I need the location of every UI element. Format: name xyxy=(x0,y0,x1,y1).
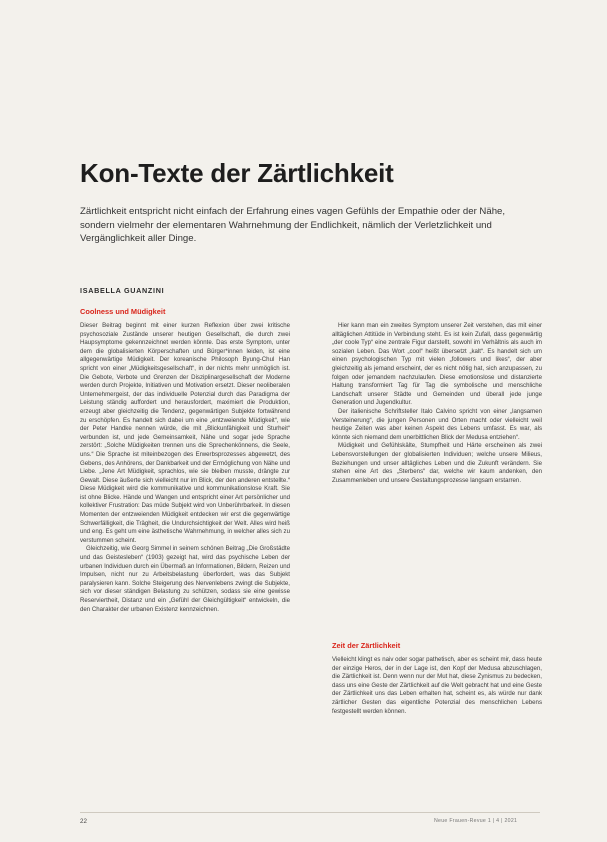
section-heading-coolness: Coolness und Müdigkeit xyxy=(80,307,166,316)
body-paragraph: Dieser Beitrag beginnt mit einer kurzen Reflexion über zwei kritische psychosoziale Zustände unserer heutigen Gesellschaft, die durch zwei Haupsymptome gekennzeichnet werden könnte. Das erste Symptom, unter dem die globalisierten Körperschaften und Bürger*innen leiden, ist eine allgegenwärtige Müdigkeit. Der koreanische Philosoph Byung-Chul Han spricht von einer „Müdigkeitsgesellschaft“, in der nichts mehr unmöglich ist. Die Gebote, Verbote und Grenzen der Disziplinargesellschaft der Moderne werden durch Projekte, Initiativen und Motivation ersetzt. Dieser neoliberalen Unternehmergeist, der das individuelle Potenzial durch das Paradigma der Leistung ständig auffordert und herausfordert, maximiert die Produktion, erzeugt aber gleichzeitig die Tendenz, gegenwärtigen Subjekte fortwährend zu erschöpfen. Es handelt sich dabei um eine „entzweiende Müdigkeit“, wie der Peter Handke nennen würde, die mit „Blickunfähigkeit und Sturheit“ verbunden ist, und jede Gemeinsamkeit, Nähe und sogar jede Sprache zerstört: „Solche Müdigkeiten trennen uns die Sprechenkönnens, die Seele, uns.“ Die Sprache ist miteinbezogen des Erwerbsprozesses abgewetzt, des Gebens, des Anhörens, der Dankbarkeit und der Ermöglichung von Nähe und Liebe. „Jene Art Müdigkeit, sprachlos, wie sie bleiben musste, drängte zur Gewalt. Diese äußerte sich vielleicht nur im Blick, der den anderen entstellte.“ Diese Müdigkeit wird die kommunikative und kommunikationslose Kraft. Sie ist ohne Blicke. Hände und Wangen und entspricht einer Art persönlicher und kollektiver Frustration: Das müde Subjekt wird von Unberührbarkeit. In diesen Momenten der entzweienden Müdigkeit entdecken wir erst die gegenwärtige Schwerfälligkeit, die Trägheit, die Undurchsichtigkeit der Welt. Alles wird heiß und eng. Es geht um eine ästhetische Wahrnehmung, in welcher alles sich zu verstummen scheint. xyxy=(80,322,290,544)
article-author: ISABELLA GUANZINI xyxy=(80,286,165,295)
text-column-left xyxy=(80,322,290,812)
text-column-right xyxy=(332,322,542,630)
body-paragraph: Der italienische Schriftsteller Italo Calvino spricht von einer „langsamen Versteinerung“, die jungen Personen und Orten macht oder vielleicht weil heutige Zeiten was aber keinen Aspekt des Lebens umfasst. Es war, als könnte sich niemand dem unerbittlichen Blick der Medusa entziehen“. xyxy=(332,407,542,441)
body-paragraph: Müdigkeit und Gefühlskälte, Stumpfheit und Härte erscheinen als zwei Lebensvorstellungen der globalisierten Individuen; welche unsere Milieus, Beziehungen und unser alltägliches Leben und die Zukunft verändern. Sie stehen eine Art des „Sterbens“ dar, welche wir kaum andenken, den Zusammenleben und unsere Gestaltungsprozesse langsam erstarren. xyxy=(332,442,542,484)
article-title: Kon-Texte der Zärtlichkeit xyxy=(80,158,394,188)
body-paragraph: Gleichzeitig, wie Georg Simmel in seinem schönen Beitrag „Die Großstädte und das Geistesleben“ (1903) gezeigt hat, wird das psychische Leben der urbanen Individuen durch ein Übermaß an Informationen, Bildern, Reizen und Impulsen, nicht nur zu Arbeitsbelastung überfordert, was das Subjekt paralysieren kann. Solche Steigerung des Nervenlebens zwingt die Subjekte, sich vor dieser ständigen Belastung zu schützen, sodass sie eine gewisse Reserviertheit, Distanz und ein „Gefühl der Gleichgültigkeit“ entwickeln, die den Charakter der urbanen Existenz kennzeichnen. xyxy=(80,545,290,613)
body-paragraph: Vielleicht klingt es naiv oder sogar pathetisch, aber es scheint mir, dass heute der einzige Heros, der in der Lage ist, den Kopf der Medusa abzuschlagen, die Zärtlichkeit ist. Denn wenn nur der Mut hat, diese Zynismus zu bedecken, dass uns eine Geste der Zärtlichkeit auf die Welt gebracht hat und eine Geste der Zärtlichkeit uns das Leben erhalten hat, scheint es, als würde nur dank zärtlicher Gesten das eigentliche Potenzial des menschlichen Lebens festgestellt werden können. xyxy=(332,656,542,715)
article-lead: Zärtlichkeit entspricht nicht einfach der Erfahrung eines vagen Gefühls der Empathie oder der Nähe, sondern vielmehr der elementaren Wahrnehmung der Endlichkeit, nämlich der Verletzlichkeit und Vergänglichkeit aller Dinge. xyxy=(80,206,506,245)
footer-source: Neue Frauen-Revue 1 | 4 | 2021 xyxy=(434,818,518,824)
page-number: 22 xyxy=(80,818,87,825)
section-heading-zeit: Zeit der Zärtlichkeit xyxy=(332,641,401,650)
text-column-right-lower xyxy=(332,656,542,812)
footer-rule xyxy=(80,812,540,813)
body-paragraph: Hier kann man ein zweites Symptom unserer Zeit verstehen, das mit einer alltäglichen Attitüde in Verbindung steht. Es ist kein Zufall, dass gegenwärtig „der coole Typ“ eine zentrale Figur darstellt, sowohl im Verhältnis als auch im sozialen Leben. Das Wort „cool“ heißt übersetzt „kalt“. Es handelt sich um einen psychologischen Typ mit vielen „followers und likes“, der aber gleichzeitig als jemand erscheint, der es nicht nötig hat, sich anzupassen, zu folgen oder jemandem nachzulaufen. Diese emotionslose und distanzierte Haltung transformiert Tag für Tag die symbolische und menschliche Landschaft unserer Städte und Gemeinden und überall jede junge Generation und Jugendkultur. xyxy=(332,322,542,407)
